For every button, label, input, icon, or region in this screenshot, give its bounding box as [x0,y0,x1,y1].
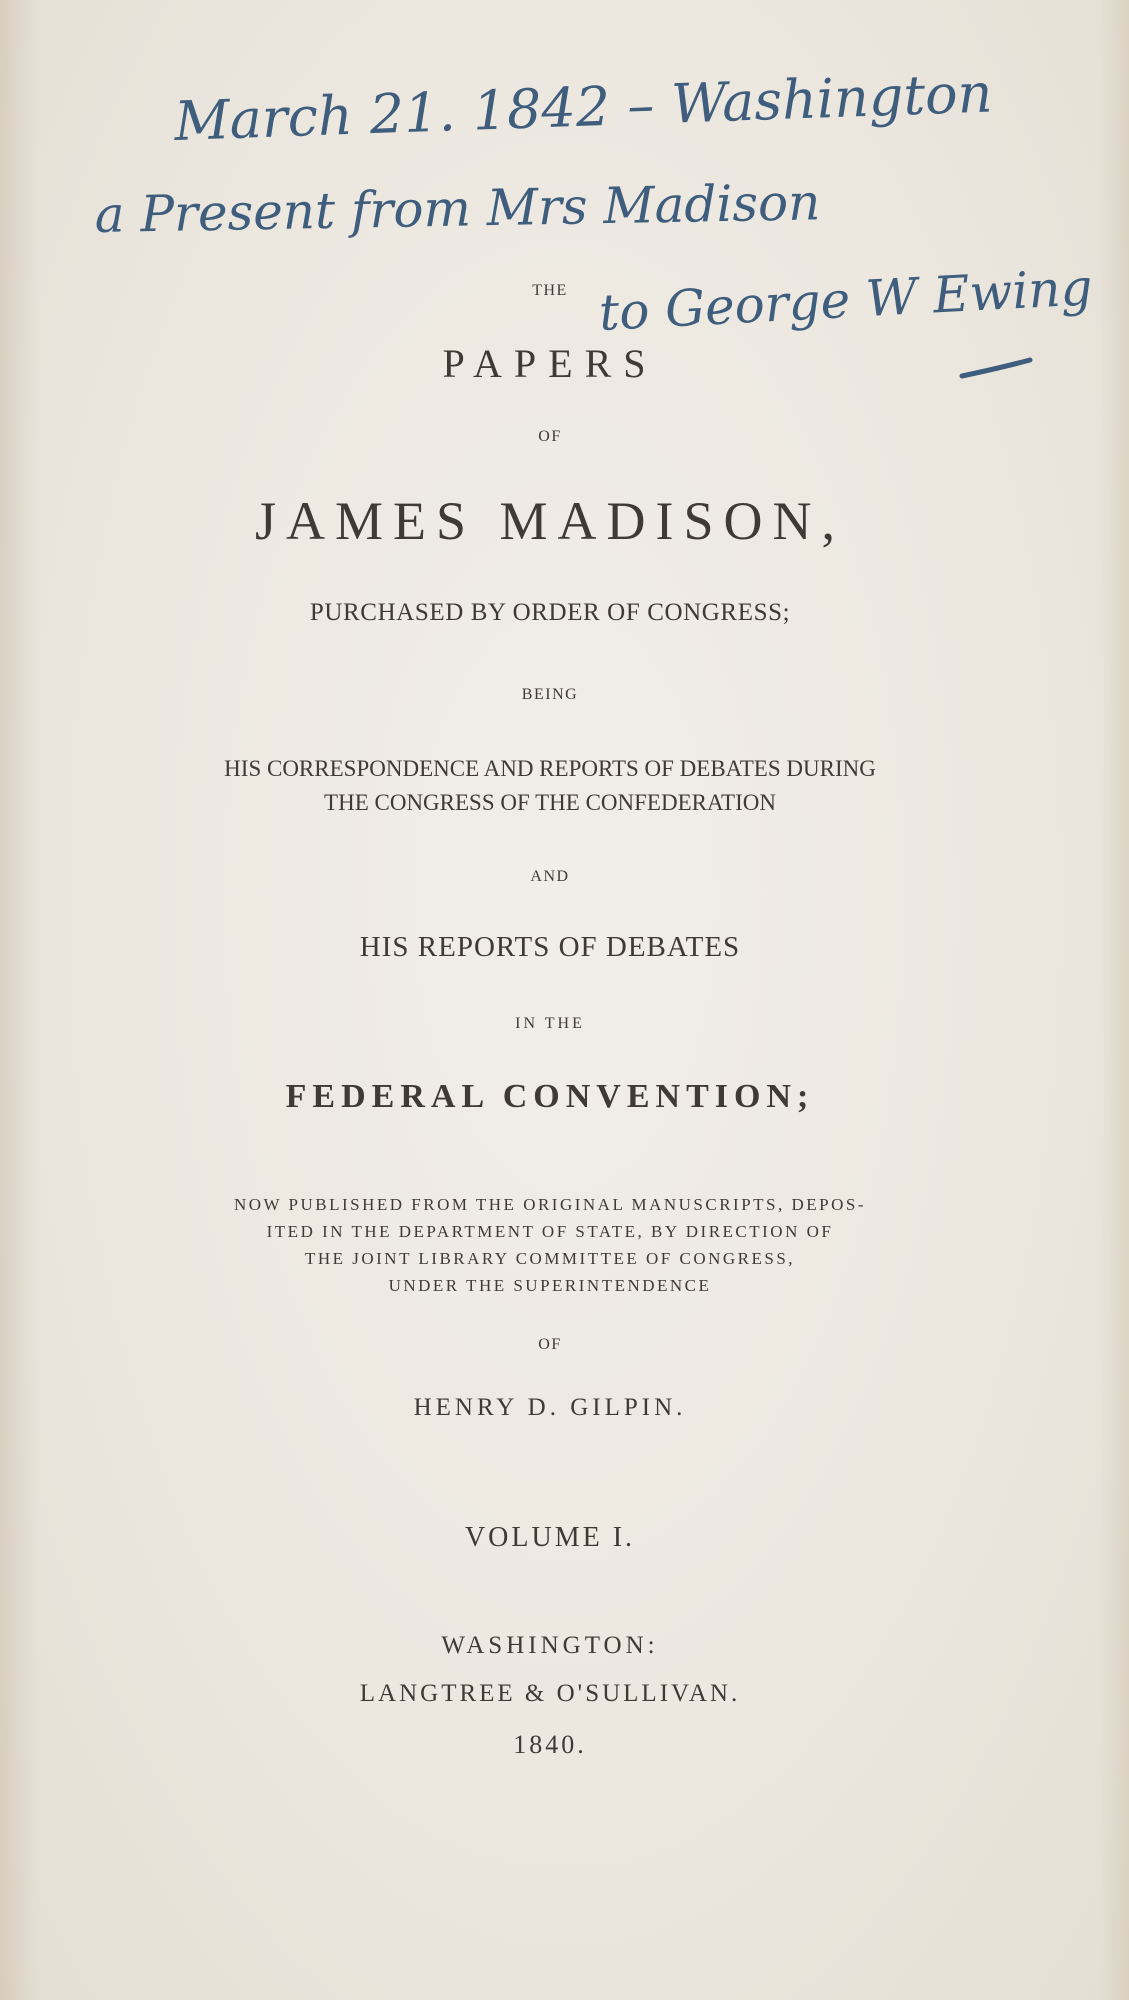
correspondence-line-1: HIS CORRESPONDENCE AND REPORTS OF DEBATES DURING [224,756,876,781]
published-line-4: UNDER THE SUPERINTENDENCE [388,1276,712,1295]
purchased-line: PURCHASED BY ORDER OF CONGRESS; [309,599,791,626]
editor-name: HENRY D. GILPIN. [413,1394,687,1421]
author-name: JAMES MADISON, [254,491,846,551]
published-line-3: THE JOINT LIBRARY COMMITTEE OF CONGRESS, [304,1249,796,1268]
volume-label: VOLUME I. [464,1522,636,1553]
imprint-publisher: LANGTREE & O'SULLIVAN. [359,1680,741,1707]
of-label-2: OF [538,1336,562,1353]
published-line-1: NOW PUBLISHED FROM THE ORIGINAL MANUSCRIPTS, DEPOS- [233,1195,867,1214]
imprint-year: 1840. [513,1730,587,1759]
papers-title: PAPERS [442,341,658,386]
of-label-1: OF [538,428,562,445]
imprint-place: WASHINGTON: [441,1632,659,1659]
reports-line: HIS REPORTS OF DEBATES [359,931,741,963]
inscription-line-present: a Present from Mrs Madison [94,173,821,244]
published-line-2: ITED IN THE DEPARTMENT OF STATE, BY DIRECTION OF [266,1222,834,1241]
and-label: AND [530,868,570,885]
the-label: THE [532,282,568,299]
inscription-line-date: March 21. 1842 – Washington [173,61,994,153]
being-label: BEING [521,686,579,703]
convention-title: FEDERAL CONVENTION; [285,1078,815,1115]
correspondence-line-2: THE CONGRESS OF THE CONFEDERATION [324,790,776,815]
in-the-label: IN THE [515,1015,585,1032]
inscription-line-recipient: to George W Ewing [597,258,1094,342]
